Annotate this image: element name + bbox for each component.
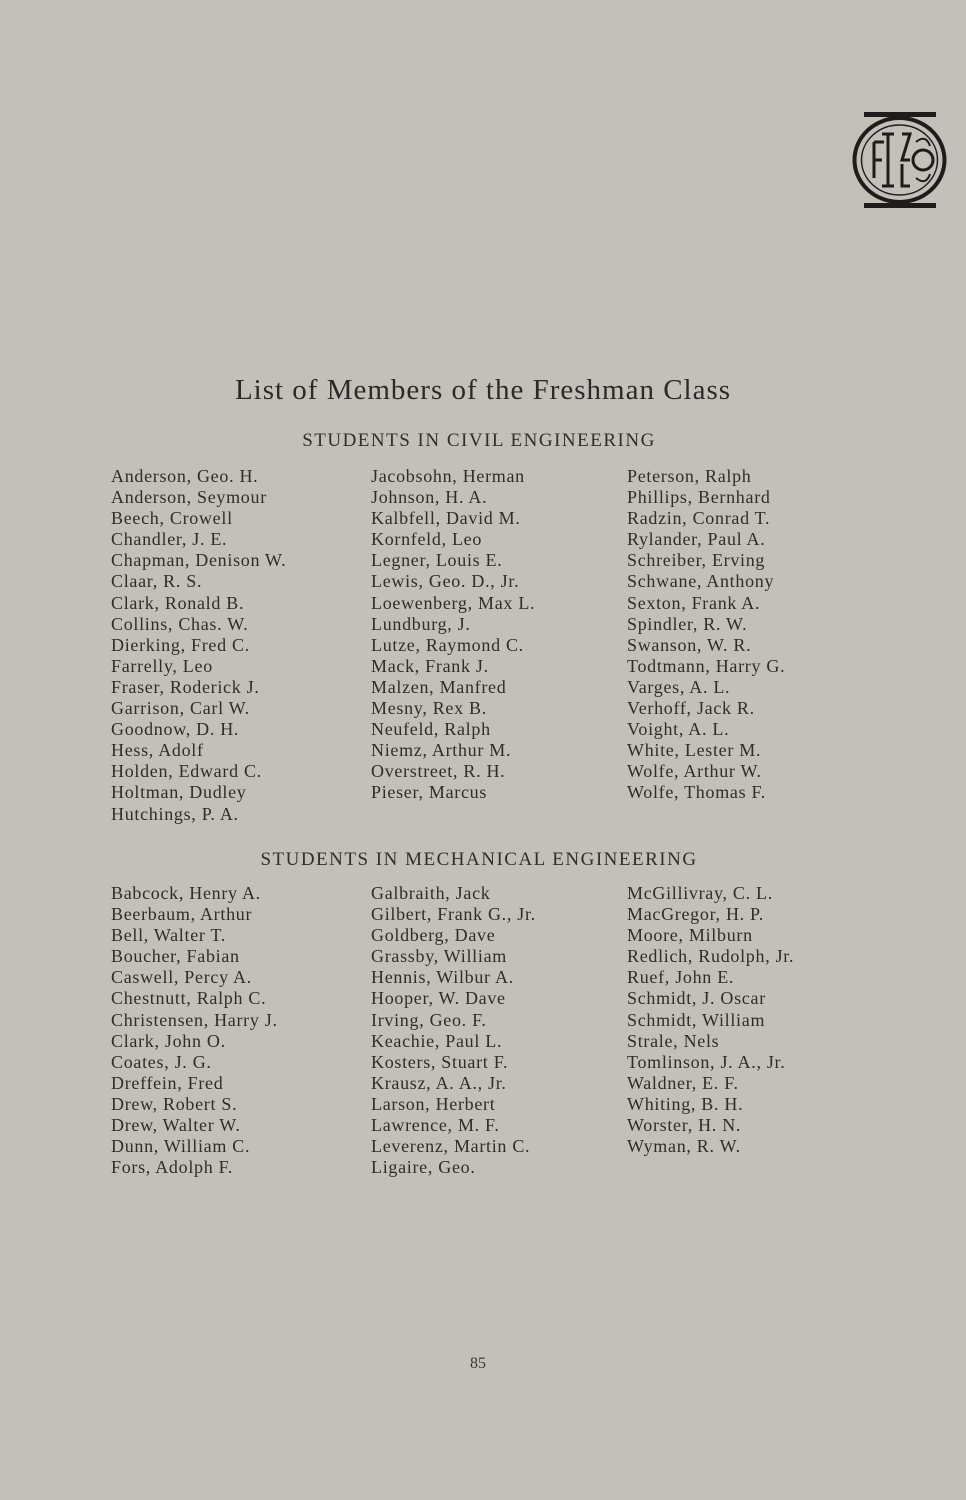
member-name: Voight, A. L. [627,719,730,740]
member-name: Strale, Nels [627,1030,720,1051]
member-name: White, Lester M. [627,740,762,761]
civil-engineering-heading: STUDENTS IN CIVIL ENGINEERING [302,430,656,451]
member-name: Babcock, Henry A. [111,883,261,903]
member-name: Fors, Adolph F. [111,1157,234,1178]
member-name: Neufeld, Ralph [371,719,491,740]
member-name: Goldberg, Dave [371,925,496,946]
member-name: Caswell, Percy A. [111,967,252,988]
member-name: Wolfe, Thomas F. [627,782,766,803]
member-name: Mesny, Rex B. [371,698,487,719]
member-name: Radzin, Conrad T. [627,508,771,529]
member-name: Holden, Edward C. [111,761,262,782]
member-name: Worster, H. N. [627,1115,742,1136]
member-name: Garrison, Carl W. [111,698,250,719]
member-name: Dierking, Fred C. [111,634,250,655]
member-name: Redlich, Rudolph, Jr. [627,946,795,967]
member-name: Fraser, Roderick J. [111,676,260,697]
class-monogram-seal-icon [852,112,947,208]
member-name: Wyman, R. W. [627,1136,741,1157]
member-name: Dunn, William C. [111,1136,251,1157]
member-name: Bell, Walter T. [111,925,227,946]
member-name: Kalbfell, David M. [371,508,521,529]
member-name: Peterson, Ralph [627,466,752,486]
member-name: Hess, Adolf [111,740,204,761]
civil-engineering-column-2 [371,466,535,804]
member-name: Goodnow, D. H. [111,719,240,740]
member-name: Niemz, Arthur M. [371,740,512,761]
mechanical-engineering-column-2 [371,883,536,1178]
member-name: Sexton, Frank A. [627,592,761,613]
member-name: Rylander, Paul A. [627,529,766,550]
member-name: Lutze, Raymond C. [371,634,524,655]
member-name: Drew, Robert S. [111,1093,238,1114]
member-name: Dreffein, Fred [111,1072,224,1093]
member-name: Tomlinson, J. A., Jr. [627,1051,786,1072]
page-number: 85 [470,1355,486,1372]
member-name: Chapman, Denison W. [111,550,287,571]
civil-engineering-column-3 [627,466,785,804]
member-name: Verhoff, Jack R. [627,698,755,719]
member-name: Jacobsohn, Herman [371,466,525,486]
member-name: Clark, Ronald B. [111,592,245,613]
member-name: McGillivray, C. L. [627,883,773,903]
member-name: Overstreet, R. H. [371,761,506,782]
member-name: Beech, Crowell [111,508,233,529]
member-name: Waldner, E. F. [627,1072,739,1093]
member-name: Clark, John O. [111,1030,226,1051]
mechanical-engineering-column-1 [111,883,278,1178]
member-name: Anderson, Seymour [111,487,267,508]
member-name: Grassby, William [371,946,507,967]
member-name: Varges, A. L. [627,676,731,697]
member-name: Ruef, John E. [627,967,735,988]
member-name: Malzen, Manfred [371,676,507,697]
member-name: Chandler, J. E. [111,529,228,550]
civil-engineering-column-1 [111,466,286,825]
member-name: Whiting, B. H. [627,1093,744,1114]
member-name: Johnson, H. A. [371,487,488,508]
member-name: Irving, Geo. F. [371,1009,487,1030]
member-name: Farrelly, Leo [111,655,213,676]
member-name: Boucher, Fabian [111,946,240,967]
member-name: Schmidt, J. Oscar [627,988,766,1009]
member-name: Hennis, Wilbur A. [371,967,514,988]
member-name: Ligaire, Geo. [371,1157,476,1178]
member-name: Phillips, Bernhard [627,487,771,508]
member-name: Christensen, Harry J. [111,1009,278,1030]
member-name: Legner, Louis E. [371,550,503,571]
member-name: Wolfe, Arthur W. [627,761,762,782]
member-name: Holtman, Dudley [111,782,247,803]
member-name: Anderson, Geo. H. [111,466,259,486]
member-name: MacGregor, H. P. [627,904,764,925]
member-name: Spindler, R. W. [627,613,748,634]
member-name: Larson, Herbert [371,1093,496,1114]
member-name: Collins, Chas. W. [111,613,249,634]
member-name: Claar, R. S. [111,571,203,592]
member-name: Hooper, W. Dave [371,988,506,1009]
member-name: Hutchings, P. A. [111,803,239,824]
member-name: Swanson, W. R. [627,634,752,655]
member-name: Kosters, Stuart F. [371,1051,509,1072]
member-name: Leverenz, Martin C. [371,1136,531,1157]
page-title: List of Members of the Freshman Class [234,374,732,406]
member-name: Mack, Frank J. [371,655,489,676]
mechanical-engineering-heading: STUDENTS IN MECHANICAL ENGINEERING [260,849,698,870]
member-name: Kornfeld, Leo [371,529,483,550]
member-name: Keachie, Paul L. [371,1030,503,1051]
member-name: Schreiber, Erving [627,550,766,571]
member-name: Lundburg, J. [371,613,471,634]
mechanical-engineering-column-3 [627,883,794,1157]
member-name: Chestnutt, Ralph C. [111,988,267,1009]
member-name: Drew, Walter W. [111,1115,241,1136]
member-name: Galbraith, Jack [371,883,491,903]
member-name: Schmidt, William [627,1009,766,1030]
member-name: Beerbaum, Arthur [111,904,253,925]
member-name: Todtmann, Harry G. [627,655,786,676]
member-name: Schwane, Anthony [627,571,775,592]
member-name: Krausz, A. A., Jr. [371,1072,507,1093]
member-name: Moore, Milburn [627,925,753,946]
member-name: Pieser, Marcus [371,782,488,803]
member-name: Gilbert, Frank G., Jr. [371,904,536,925]
member-name: Coates, J. G. [111,1051,212,1072]
member-name: Lewis, Geo. D., Jr. [371,571,520,592]
member-name: Lawrence, M. F. [371,1115,500,1136]
member-name: Loewenberg, Max L. [371,592,536,613]
